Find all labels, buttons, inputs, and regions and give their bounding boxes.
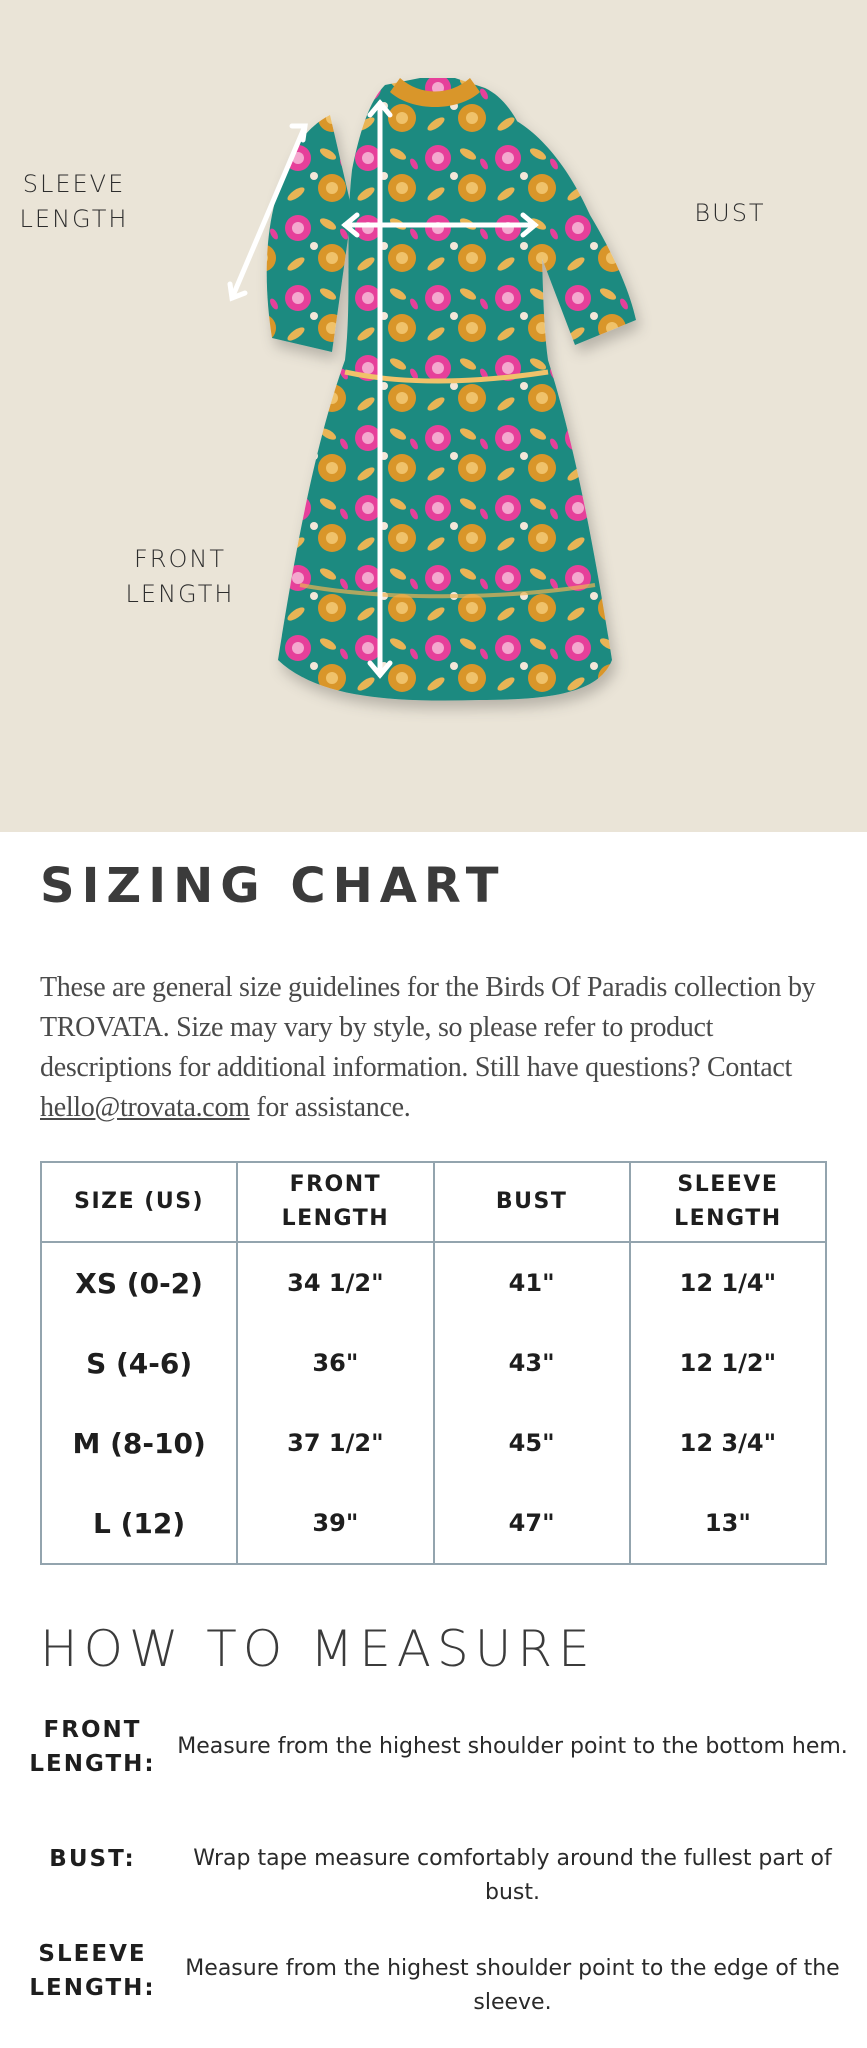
measure-label: FRONT LENGTH: bbox=[29, 1717, 156, 1777]
size-cell: M (8-10) bbox=[41, 1403, 237, 1483]
header-size: SIZE (US) bbox=[41, 1162, 237, 1242]
table-row bbox=[41, 1483, 826, 1564]
contact-email-link[interactable]: hello@trovata.com bbox=[40, 1092, 250, 1123]
header-sleeve-length: SLEEVE LENGTH bbox=[630, 1162, 826, 1242]
measure-label: BUST: bbox=[49, 1846, 136, 1872]
table-header-row bbox=[41, 1162, 826, 1242]
sleeve-length-cell: 13" bbox=[630, 1483, 826, 1564]
measure-description: Measure from the highest shoulder point to the bottom hem. bbox=[177, 1734, 848, 1759]
bust-cell: 43" bbox=[434, 1323, 630, 1403]
table-row bbox=[41, 1242, 826, 1323]
front-length-cell: 36" bbox=[237, 1323, 433, 1403]
how-to-measure-title: HOW TO MEASURE bbox=[40, 1620, 596, 1678]
sizing-chart-title: SIZING CHART bbox=[40, 858, 506, 914]
measure-description: Measure from the highest shoulder point to the edge of the sleeve. bbox=[185, 1956, 840, 2015]
size-cell: S (4-6) bbox=[41, 1323, 237, 1403]
bust-cell: 41" bbox=[434, 1242, 630, 1323]
bust-cell: 45" bbox=[434, 1403, 630, 1483]
measure-label: SLEEVE LENGTH: bbox=[29, 1941, 156, 2001]
table-row bbox=[41, 1323, 826, 1403]
intro-paragraph bbox=[40, 968, 840, 1128]
sleeve-length-cell: 12 3/4" bbox=[630, 1403, 826, 1483]
dress-illustration bbox=[0, 0, 867, 832]
front-length-cell: 34 1/2" bbox=[237, 1242, 433, 1323]
intro-text: These are general size guidelines for the Birds Of Paradis collection by TROVATA. Size may vary by style, so please refer to product descriptions for additional information. Still have questions? Contact bbox=[40, 972, 816, 1083]
bust-cell: 47" bbox=[434, 1483, 630, 1564]
table-row bbox=[41, 1403, 826, 1483]
intro-suffix: for assistance. bbox=[249, 1092, 411, 1123]
sleeve-length-label: SLEEVE LENGTH bbox=[19, 170, 129, 233]
front-length-cell: 37 1/2" bbox=[237, 1403, 433, 1483]
size-cell: L (12) bbox=[41, 1483, 237, 1564]
size-cell: XS (0-2) bbox=[41, 1242, 237, 1323]
measure-description: Wrap tape measure comfortably around the fullest part of bust. bbox=[193, 1846, 832, 1905]
header-bust: BUST bbox=[434, 1162, 630, 1242]
bust-label: BUST bbox=[694, 199, 766, 227]
sleeve-length-cell: 12 1/2" bbox=[630, 1323, 826, 1403]
header-front-length: FRONT LENGTH bbox=[237, 1162, 433, 1242]
front-length-label: FRONT LENGTH bbox=[125, 545, 235, 608]
front-length-cell: 39" bbox=[237, 1483, 433, 1564]
size-table bbox=[40, 1161, 827, 1565]
hero-image bbox=[0, 0, 867, 832]
sleeve-length-cell: 12 1/4" bbox=[630, 1242, 826, 1323]
